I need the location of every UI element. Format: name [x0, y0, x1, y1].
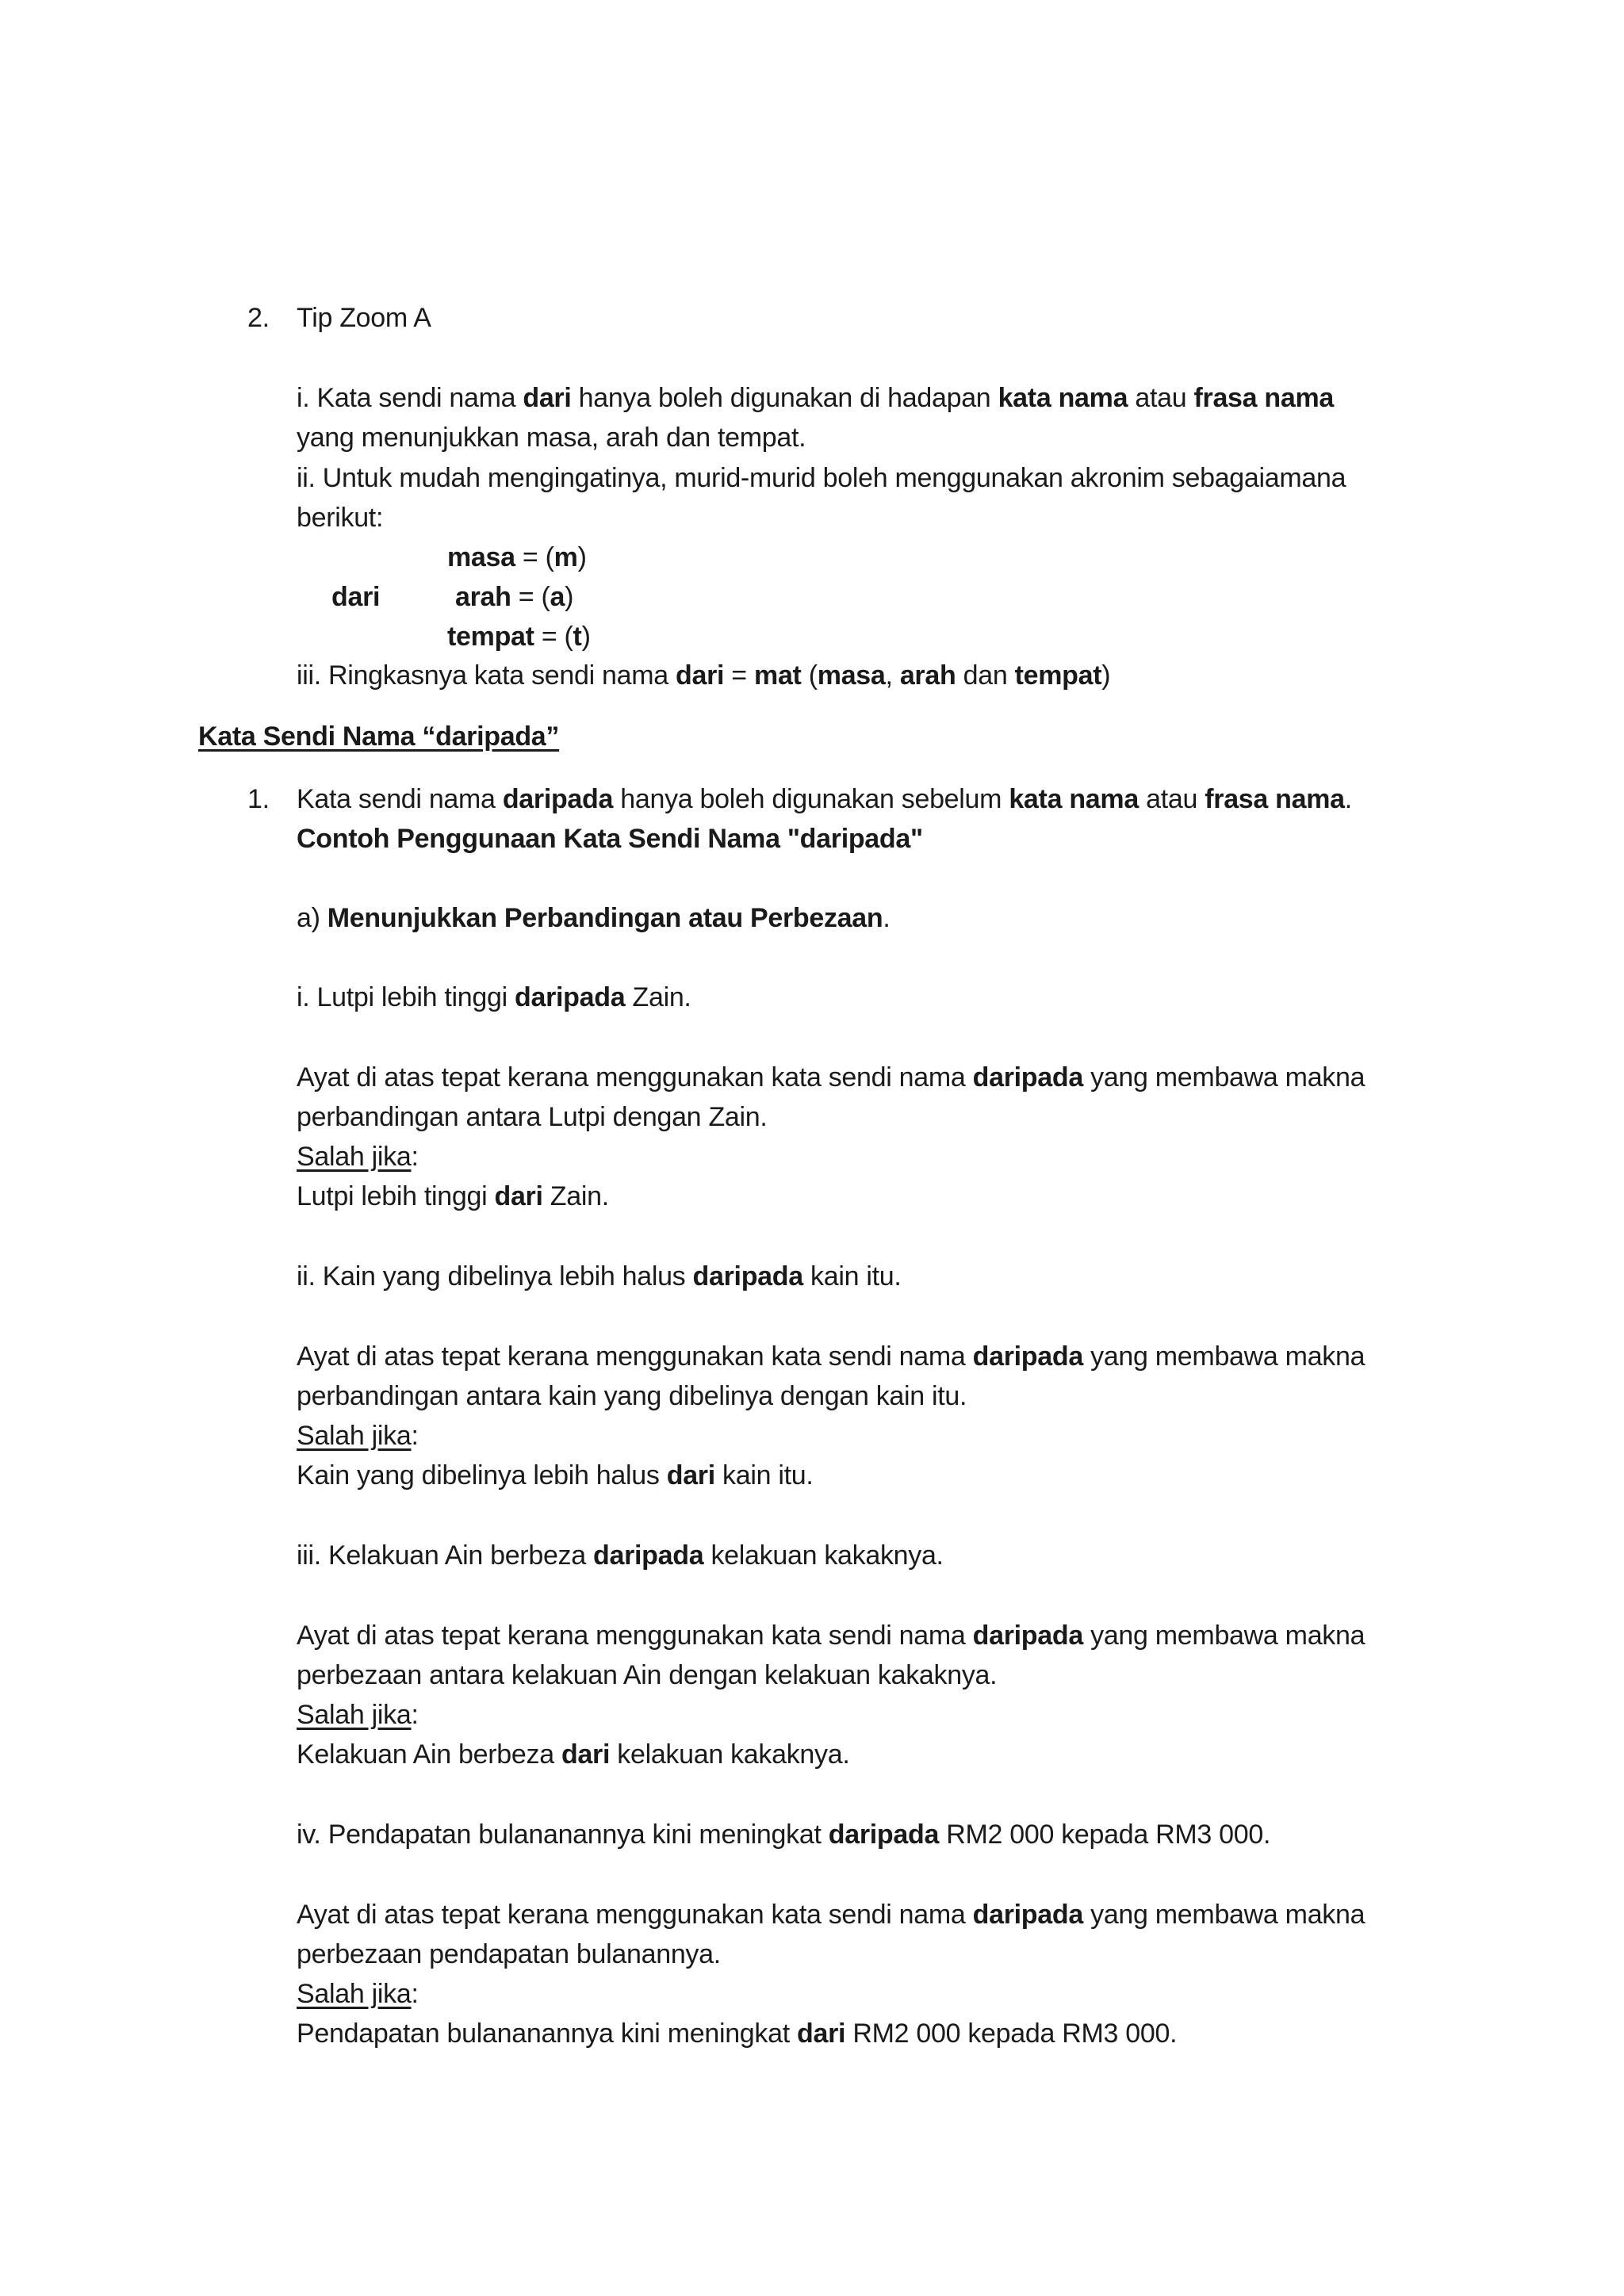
- tip-point-ii-line2: berikut:: [297, 503, 384, 533]
- tip-title: Tip Zoom A: [297, 303, 431, 333]
- wrong-sentence: Kelakuan Ain berbeza dari kelakuan kakaknya.: [297, 1739, 850, 1770]
- section-intro: Kata sendi nama daripada hanya boleh digunakan sebelum kata nama atau frasa nama.: [297, 784, 1352, 814]
- wrong-sentence: Lutpi lebih tinggi dari Zain.: [297, 1181, 609, 1211]
- example-sentence: iii. Kelakuan Ain berbeza daripada kelakuan kakaknya.: [297, 1540, 944, 1571]
- example-explanation-line2: perbezaan antara kelakuan Ain dengan kelakuan kakaknya.: [297, 1660, 998, 1690]
- example-explanation-line2: perbandingan antara kain yang dibelinya dengan kain itu.: [297, 1381, 967, 1411]
- wrong-sentence: Pendapatan bulananannya kini meningkat dari RM2 000 kepada RM3 000.: [297, 2019, 1178, 2049]
- tip-number: 2.: [247, 303, 270, 333]
- section-heading: Kata Sendi Nama “daripada”: [198, 721, 560, 752]
- wrong-label: Salah jika:: [297, 1421, 419, 1451]
- acronym-masa: masa = (m): [447, 542, 587, 572]
- example-sentence: ii. Kain yang dibelinya lebih halus daripada kain itu.: [297, 1261, 902, 1292]
- tip-point-iii: iii. Ringkasnya kata sendi nama dari = mat (masa, arah dan tempat): [297, 660, 1111, 691]
- tip-point-i-line2: yang menunjukkan masa, arah dan tempat.: [297, 423, 806, 453]
- example-explanation-line2: perbandingan antara Lutpi dengan Zain.: [297, 1102, 768, 1132]
- wrong-label: Salah jika:: [297, 1142, 419, 1172]
- acronym-tempat: tempat = (t): [447, 622, 591, 652]
- acronym-arah: arah = (a): [455, 582, 574, 612]
- wrong-sentence: Kain yang dibelinya lebih halus dari kain itu.: [297, 1460, 814, 1490]
- sub-heading-a: a) Menunjukkan Perbandingan atau Perbezaan.: [297, 903, 891, 933]
- example-explanation-line2: perbezaan pendapatan bulanannya.: [297, 1939, 721, 1969]
- acronym-word: dari: [331, 582, 381, 612]
- wrong-label: Salah jika:: [297, 1979, 419, 2009]
- example-sentence: iv. Pendapatan bulananannya kini meningkat daripada RM2 000 kepada RM3 000.: [297, 1820, 1271, 1850]
- example-explanation-line1: Ayat di atas tepat kerana menggunakan kata sendi nama daripada yang membawa makna: [297, 1900, 1365, 1930]
- tip-point-i-line1: i. Kata sendi nama dari hanya boleh digunakan di hadapan kata nama atau frasa nama: [297, 383, 1335, 413]
- example-explanation-line1: Ayat di atas tepat kerana menggunakan kata sendi nama daripada yang membawa makna: [297, 1341, 1365, 1372]
- example-sentence: i. Lutpi lebih tinggi daripada Zain.: [297, 982, 691, 1012]
- example-explanation-line1: Ayat di atas tepat kerana menggunakan kata sendi nama daripada yang membawa makna: [297, 1062, 1365, 1093]
- wrong-label: Salah jika:: [297, 1700, 419, 1730]
- section-number: 1.: [247, 784, 270, 814]
- example-explanation-line1: Ayat di atas tepat kerana menggunakan kata sendi nama daripada yang membawa makna: [297, 1621, 1365, 1651]
- tip-point-ii-line1: ii. Untuk mudah mengingatinya, murid-murid boleh menggunakan akronim sebagaiamana: [297, 463, 1346, 493]
- examples-heading: Contoh Penggunaan Kata Sendi Nama "daripada": [297, 824, 923, 854]
